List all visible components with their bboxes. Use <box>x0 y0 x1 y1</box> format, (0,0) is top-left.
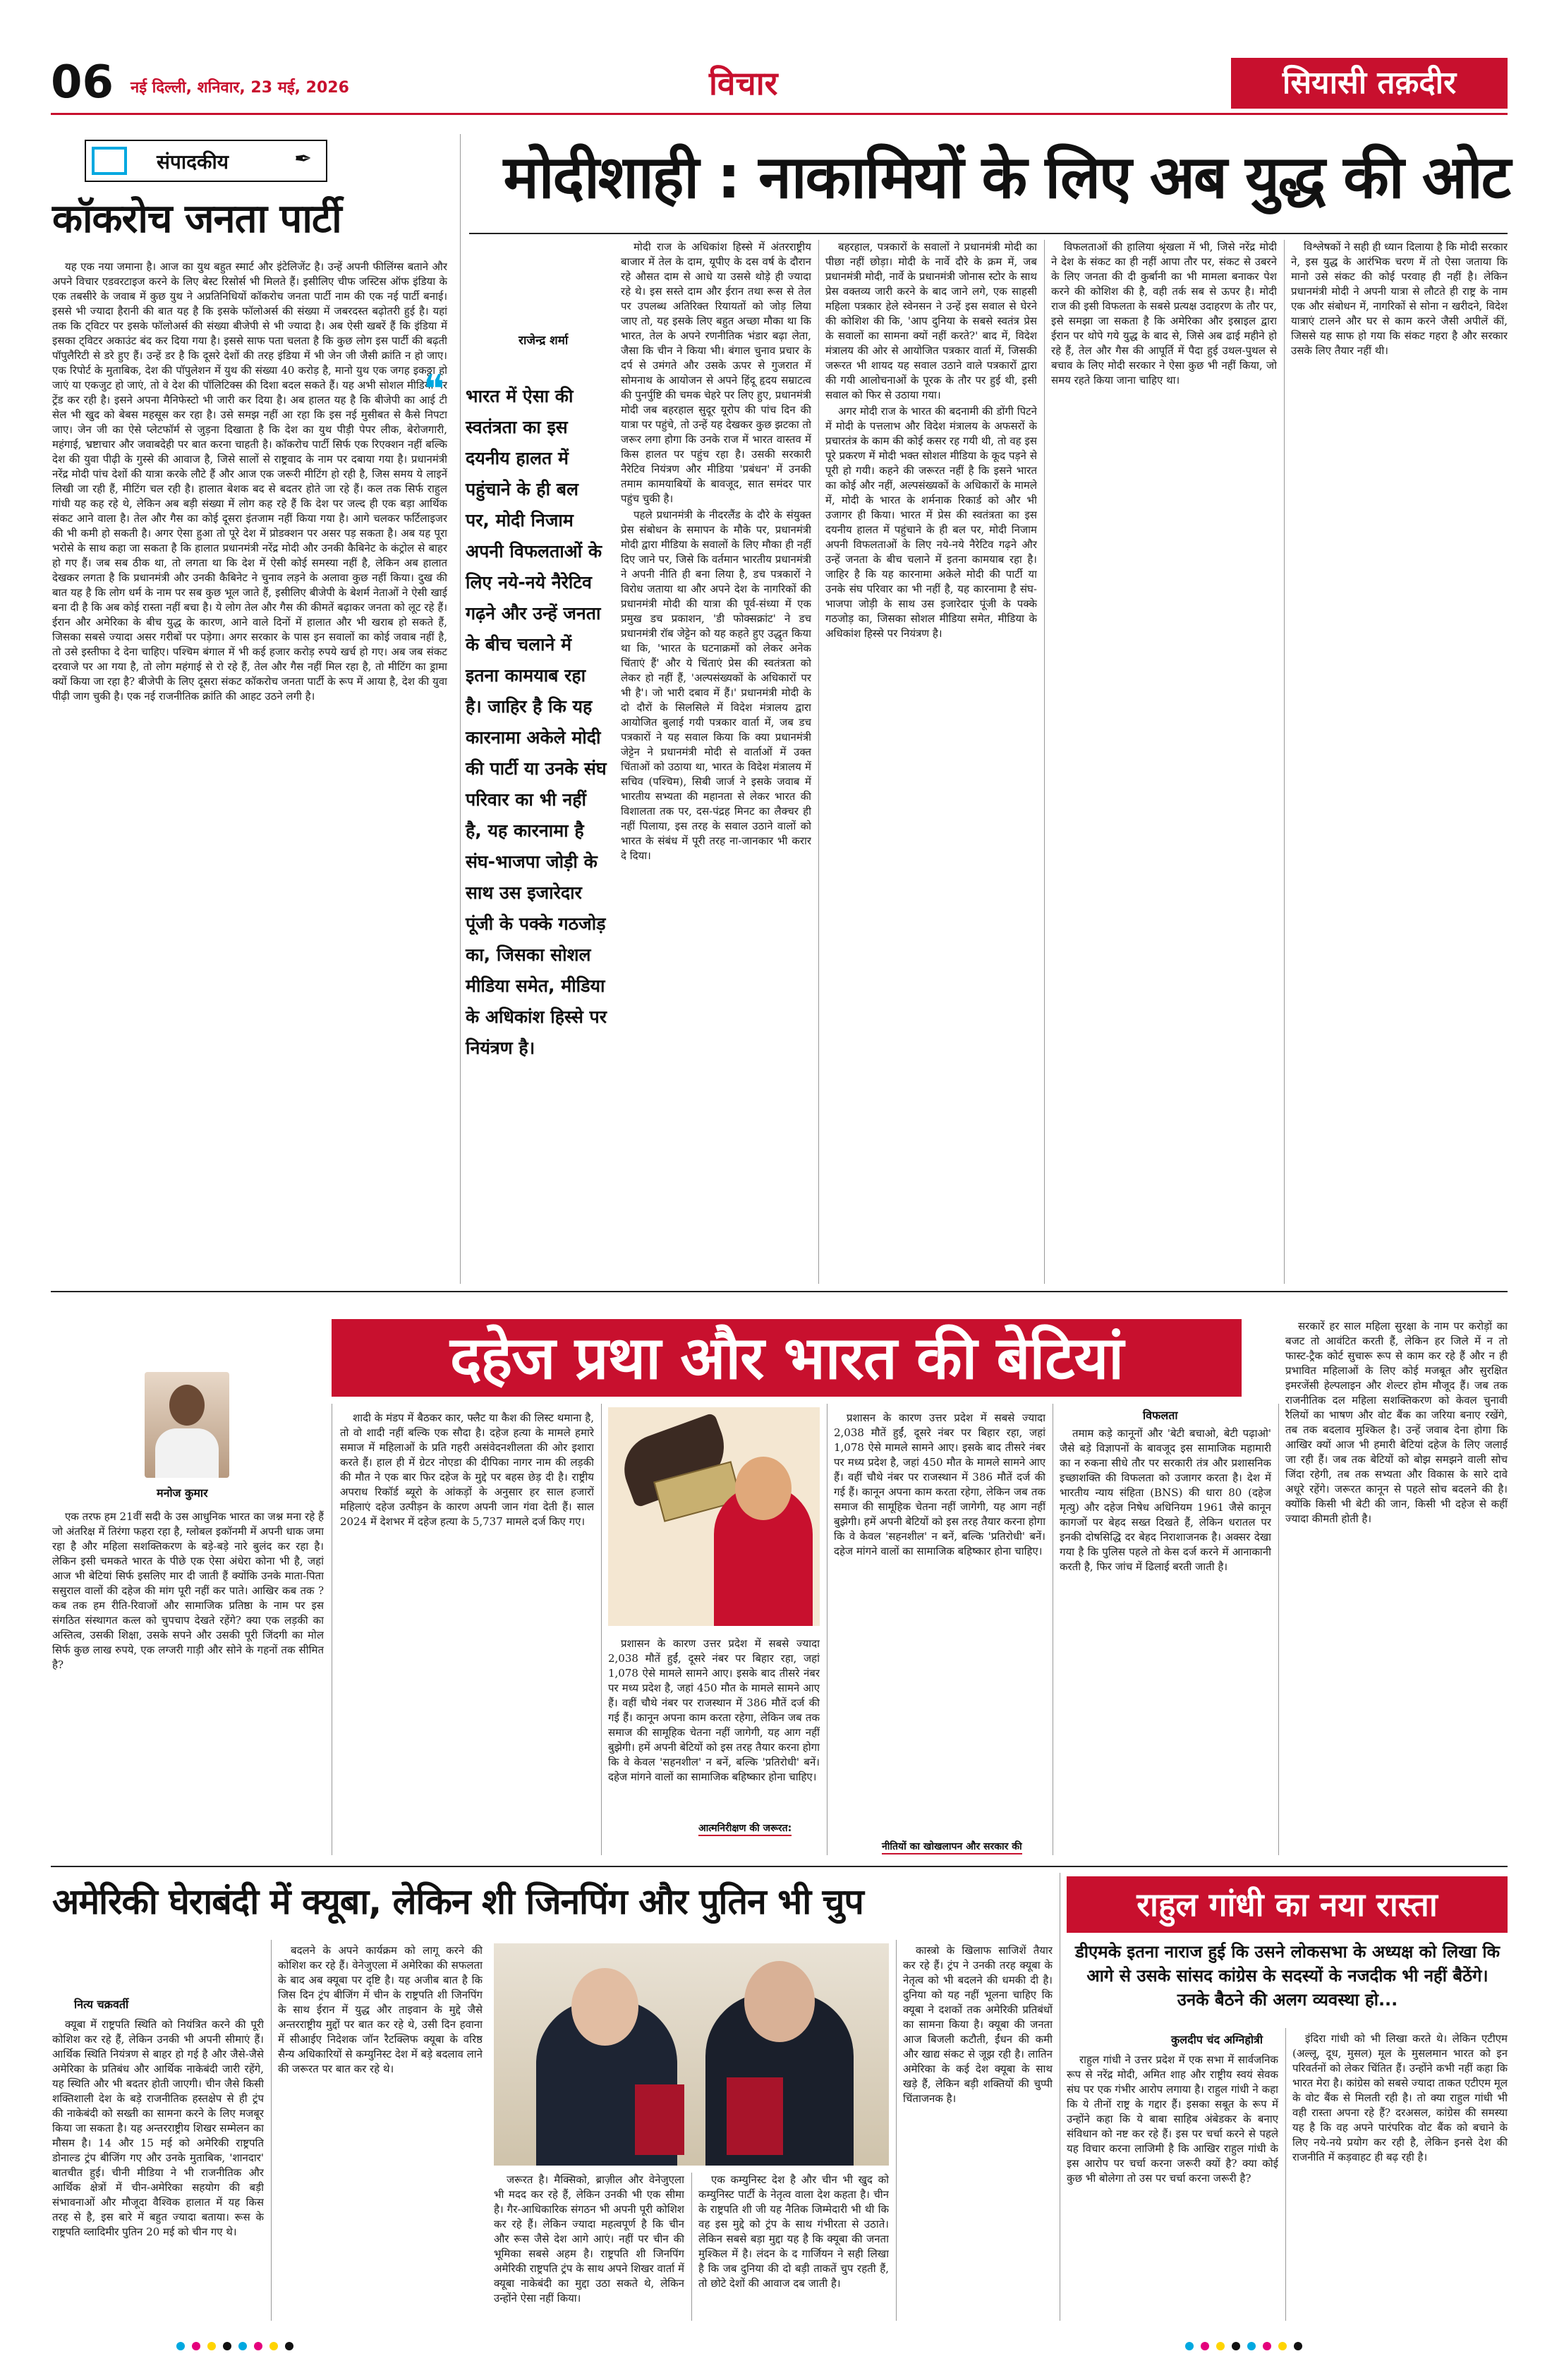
cuba-column-4 <box>698 2173 889 2321</box>
rahul-headline: राहुल गांधी का नया रास्ता <box>1067 1876 1508 1933</box>
column-divider <box>818 240 819 1284</box>
registration-dot <box>285 2342 293 2350</box>
dahej-paragraph: एक तरफ हम 21वीं सदी के उस आधुनिक भारत का जश्न मना रहे हैं जो अंतरिक्ष में तिरंगा फहरा रहा है, ग्लोबल इकॉनमी में अपनी धाक जमा रहा है और महिला सशक्तिकरण के बड़े-बड़े नारे बुलंद कर रहा है। लेकिन इसी चमकते भारत के पीछे एक ऐसा अंधेरा कोना भी है, जहां आज भी बेटियां सिर्फ इसलिए मार दी जाती हैं क्योंकि उनके माता-पिता ससुराल वालों की दहेज की मांग पूरी नहीं कर पाते। आखिर कब तक ? कब तक हम रीति-रिवाजों और सामाजिक प्रतिष्ठा के नाम पर इस संगठित संस्थागत कत्ल को चुपचाप देखते रहेंगे? क्या एक लड़की का अस्तित्व, उसकी शिक्षा, उसके सपने और उसकी पूरी जिंदगी का मोल सिर्फ कुछ लाख रुपये, एक लग्जरी गाड़ी और सोने के गहनों तक सीमित है? <box>52 1510 324 1671</box>
rahul-paragraph: राहुल गांधी ने उत्तर प्रदेश में एक सभा में सार्वजनिक रूप से नरेंद्र मोदी, अमित शाह और राष्ट्रीय स्वयं सेवक संघ पर एक गंभीर आरोप लगाया है। राहुल गांधी ने कहा कि ये तीनों राष्ट्र के गद्दार हैं। इसका सबूत के रूप में उन्होंने कहा कि ये बाबा साहिब अंबेडकर के बनाए संविधान को नष्ट कर रहे हैं। इस पर चर्चा करने से पहले यह विचार करना लाजिमी है कि आखिर राहुल गांधी के इस आरोप पर चर्चा करना जरूरी क्यों है? क्या कोई कुछ भी बोलेगा तो उस पर चर्चा करना जरूरी है? <box>1067 2053 1278 2185</box>
lead-column-2 <box>825 240 1037 1284</box>
editorial-body <box>52 260 447 1275</box>
editorial-box-icon <box>92 147 127 175</box>
dahej-column-1 <box>52 1510 324 1855</box>
dahej-column-6 <box>1285 1319 1508 1855</box>
column-divider <box>1285 2028 1286 2321</box>
cuba-headline: अमेरिकी घेराबंदी में क्यूबा, लेकिन शी जिनपिंग और पुतिन भी चुप <box>52 1881 863 1922</box>
author-photo-body <box>155 1428 219 1478</box>
dahej-illustration <box>608 1407 820 1626</box>
photo-left-face <box>571 1968 638 2046</box>
lead-paragraph: अगर मोदी राज के भारत की बदनामी की डोंगी पिटने में मोदी के पत्तलाभ और विदेश मंत्रालय के अफसरों के प्रचारतंत्र के काम की कोई कसर रह गयी थी, तो वह इस पूरे प्रकरण में मोदी भक्त सोशल मीडिया के कूद पड़ने से पूरी हो गयी। कहने की जरूरत नहीं है कि इसने भारत का कोई और नहीं, अल्पसंख्यकों के अधिकारों के मामले में, मोदी के भारत के शर्मनाक रिकार्ड को और भी उजागर ही किया। भारत में प्रेस की स्वतंत्रता का इस दयनीय हालत में पहुंचाने के ही बल पर, मोदी निजाम अपनी विफलताओं के लिए नये-नये नैरेटिव गढ़ने और उन्हें जनता के बीच चलाने में इतना कामयाब रहा है। जाहिर है कि यह कारनामा अकेले मोदी की पार्टी या उनके संघ परिवार का भी नहीं है, यह कारनामा है संघ-भाजपा जोड़ी के साथ उस इजारेदार पूंजी के पक्के गठजोड़ का, जिसका सोशल मीडिया समेत, मीडिया के अधिकांश हिस्से पर नियंत्रण है। <box>825 405 1037 640</box>
registration-dot <box>254 2342 262 2350</box>
dahej-column-5 <box>1060 1426 1271 1850</box>
column-divider <box>601 1404 602 1855</box>
registration-dot <box>1232 2342 1240 2350</box>
section-title: विचार <box>709 64 778 102</box>
dahej-column-3 <box>608 1637 820 1848</box>
lead-author: राजेन्द्र शर्मा <box>519 334 569 348</box>
editorial-paragraph: यह एक नया जमाना है। आज का युथ बहुत स्मार्ट और इंटेलिजेंट है। उन्हें अपनी फीलिंग्स बताने और अपने विचार एडवरटाइज करने के लिए बेस्ट रिसोर्स भी मिलते हैं। इसीलिए चीफ जस्टिस ऑफ इंडिया के एक तबसीरे के जवाब में कुछ युथ ने अप्रतिनिधियों कॉकरोच जनता पार्टी नाम की एक नई पार्टी बनाई। इससे भी ज्यादा हैरानी की बात यह है कि इसके फॉलोअर्स की संख्या में जबरदस्त बढ़ोतरी हुई है। यहां तक कि ट्विटर पर इसके फॉलोअर्स की संख्या बीजेपी से भी ज्यादा है। अब ऐसी खबरें हैं कि इंडिया में इसका ट्विटर अकाउंट बंद कर दिया गया है। इससे साफ पता चलता है कि कुछ लोग इस पार्टी की बढ़ती पॉपुलैरिटी से डरे हुए हैं। उन्हें डर है कि दूसरे देशों की तरह इंडिया में भी जेन जी जैसी क्रांति न हो जाए। एक रिपोर्ट के मुताबिक, देश की पॉपुलेशन में युथ की संख्या 40 करोड़ है, मानो युथ एक जगह इकठ्ठा हो जाएं या एकजुट हो जाएं, तो वे देश की पॉलिटिक्स की दिशा बदल सकते हैं। यह अभी सोशल मीडिया पर ट्रेंड कर रही है। इसने अपना मैनिफेस्टो भी जारी कर दिया है। अब हालत यह है कि बीजेपी का आई टी सेल भी खुद को बेबस महसूस कर रहा है। उसे समझ नहीं आ रहा कि इस नई मुसीबत से कैसे निपटा जाए। जेन जी का ऐसे प्लेटफॉर्म से जुड़ना दिखाता है कि देश का युथ पीड़ी पेपर लीक, बेरोजगारी, महंगाई, भ्रष्टाचार और जवाबदेही पर बात करना चाहती है। कॉकरोच पार्टी सिर्फ एक रिएक्शन नहीं बल्कि देश की युवा पीढ़ी के गुस्से की आवाज है, जिसे सालों से राष्ट्रवाद के नाम पर दबाया गया है। प्रधानमंत्री नरेंद्र मोदी पांच देशों की यात्रा करके लौटे हैं और आज एक जरूरी मीटिंग हो रही है, जिस समय ये लाइनें लिखी जा रही हैं, मीटिंग चल रही है। हालात बेशक बद से बदतर होते जा रहे हैं। कल तक सिर्फ राहुल गांधी यह कह रहे थे, लेकिन अब बड़ी संख्या में लोग कह रहे हैं कि देश पर जल्द ही एक बड़ा आर्थिक संकट आने वाला है। तेल और गैस का कोई दूसरा इंतजाम नहीं किया गया है। आगे चलकर फर्टिलाइजर की भी कमी हो सकती है। अगर ऐसा हुआ तो पूरे देश में प्रोडक्शन पर असर पड़ सकता है। अब यह पूरा भरोसे के साथ कहा जा सकता है कि हालात प्रधानमंत्री नरेंद्र मोदी और उनकी कैबिनेट के कंट्रोल से बाहर हो गए हैं। जब सब ठीक था, तो लगता था कि देश में ऐसी कोई समस्या नहीं है, लेकिन अब हालात देखकर लगता है कि प्रधानमंत्री और उनकी कैबिनेट ने चुनाव लड़ने के अलावा कुछ नहीं किया। दुख की बात यह है कि लोग धर्म के नाम पर सब कुछ भूल जाते हैं, इसीलिए बीजेपी के बेशर्म नेताओं ने ऐसी खाई बना दी है कि अब कोई रास्ता नहीं बचा है। ये लोग तेल और गैस की कीमतें बढ़ाकर जनता को लूट रहे हैं। ईरान और अमेरिका के बीच युद्ध के कारण, आने वाले दिनों में हालात और भी खराब हो सकते हैं, जिसका सबसे ज्यादा असर गरीबों पर पड़ेगा। अगर सरकार के पास इन सवालों का कोई जवाब नहीं है, तो उसे इस्तीफा दे देना चाहिए। पश्चिम बंगाल में भी कई हजार करोड़ रुपये खर्च हो गए। अब जब संकट दरवाजे पर आ गया है, तो लोग महंगाई से रो रहे हैं, तेल और गैस नहीं मिल रहा है, तो मीटिंग का ड्रामा क्यों किया जा रहा है? बीजेपी के लिए दूसरा संकट कॉकरोच जनता पार्टी के रूप में आया है, देश की युवा पीढ़ी जाग चुकी है। एक नई राजनीतिक क्रांति की आहट उठने लगी है। <box>52 260 447 703</box>
registration-dot <box>238 2342 247 2350</box>
header-rule <box>51 113 1508 115</box>
cuba-paragraph: कास्त्रो के खिलाफ साजिशें तैयार कर रहे हैं। ट्रंप ने उनकी तरह क्यूबा के नेतृत्व को भी बदलने की धमकी दी है। दुनिया को यह नहीं भूलना चाहिए कि क्यूबा ने दशकों तक अमेरिकी प्रतिबंधों का सामना किया है। क्यूबा की जनता आज बिजली कटौती, ईंधन की कमी और खाद्य संकट से जूझ रही है। लातिन अमेरिका के कई देश क्यूबा के साथ खड़े हैं, लेकिन बड़ी शक्तियों की चुप्पी चिंताजनक है। <box>903 1944 1053 2105</box>
dahej-paragraph: प्रशासन के कारण उत्तर प्रदेश में सबसे ज्यादा 2,038 मौतें हुईं, दूसरे नंबर पर बिहार रहा, जहां 1,078 ऐसे मामले सामने आए। इसके बाद तीसरे नंबर पर मध्य प्रदेश है, जहां 450 मौत के मामले सामने आए हैं। वहीं चौथे नंबर पर राजस्थान में 386 मौतें दर्ज की गई हैं। कानून अपना काम करता रहेगा, लेकिन जब तक समाज की सामूहिक चेतना नहीं जागेगी, यह आग नहीं बुझेगी। हमें अपनी बेटियों को इस तरह तैयार करना होगा कि वे केवल 'सहनशील' न बनें, बल्कि 'प्रतिरोधी' बनें। दहेज मांगने वालों का सामाजिक बहिष्कार होना चाहिए। <box>834 1411 1045 1558</box>
column-divider <box>1278 1404 1279 1855</box>
rahul-column-1 <box>1067 2053 1278 2321</box>
lead-paragraph: विश्लेषकों ने सही ही ध्यान दिलाया है कि मोदी सरकार ने, इस युद्ध के आरंभिक चरण में तो ऐसा जताया कि मानो उसे संकट की कोई परवाह ही नहीं है। लेकिन प्रधानमंत्री मोदी ने अपनी यात्रा से लौटते ही राष्ट्र के नाम एक और संबोधन में, नागरिकों से सोना न खरीदने, विदेश यात्राएं टालने और घर से काम करने जैसी अपीलें कीं, जिससे यह साफ हो गया कि संकट गहरा है और सरकार उसके लिए तैयार नहीं थी। <box>1291 241 1508 357</box>
cuba-column-2 <box>278 1943 483 2321</box>
rahul-subhead: डीएमके इतना नाराज हुई कि उसने लोकसभा के अध्यक्ष को लिखा कि आगे से उसके सांसद कांग्रेस के सदस्यों के नजदीक भी नहीं बैठेंगे। उनके बैठने की अलग व्यवस्था हो... <box>1074 1942 1501 2010</box>
dahej-headline: दहेज प्रथा और भारत की बेटियां <box>332 1319 1242 1397</box>
registration-dot <box>207 2342 216 2350</box>
section-banner: सियासी तक़दीर <box>1231 58 1508 109</box>
quote-icon: ❝ <box>423 367 445 413</box>
column-divider <box>460 134 461 1284</box>
lead-paragraph: विफलताओं की हालिया श्रृंखला में भी, जिसे नरेंद्र मोदी ने देश के संकट का ही नहीं आपा तौर पर, संकट से उबरने के लिए जनता की दी कुर्बानी का भी मामला बनाकर पेश करने की कोशिश की है, वही तर्क सब से ऊपर है। मोदी राज की इसी विफलता के सबसे प्रत्यक्ष उदाहरण के तौर पर, इसे समझा जा सकता है कि अमेरिका और इस्राइल द्वारा ईरान पर थोपे गये युद्ध के बाद से, जिसे अब ढाई महीने हो रहे हैं, तेल और गैस की आपूर्ति में पैदा हुई उथल-पुथल से बचाव के लिए मोदी सरकार ने ऐसा कुछ भी नहीं किया, जो समय रहते किया जाना चाहिए था। <box>1051 241 1277 387</box>
lead-paragraph: मोदी राज के अधिकांश हिस्से में अंतरराष्ट्रीय बाजार में तेल के दाम, यूपीए के दस वर्ष के दौरान रहे औसत दाम से आधे या उससे थोड़े ही ज्यादा रहे थे। इस सस्ते दाम और ईरान तथा रूस से तेल पर उपलब्ध अतिरिक्त रियायतों को जोड़ लिया जाए तो, यह इसके लिए बहुत अच्छा मौका था कि भारत, तेल के अपने रणनीतिक भंडार बढ़ा लेता, जैसा कि चीन ने किया भी। बंगाल चुनाव प्रचार के दर्प से उमंगते और उसके ऊपर से गुजरात में सोमनाथ के आयोजन से अपने हिंदू हृदय सम्राटत्व की पुनर्पुष्टि की चमक चेहरे पर लिए हुए, प्रधानमंत्री मोदी जब बहरहाल सुदूर यूरोप की पांच दिन की यात्रा पर पहुंचे, तो उन्हें यह देखकर कुछ झटका तो जरूर लगा होगा कि उनके राज में भारत वास्तव में किस हालत पर पहुंच रहा है। उसकी सरकारी नैरेटिव नियंत्रण और मीडिया 'प्रबंधन' में उनकी तमाम कामयाबियों के बावजूद, सात समंदर पार पहुंच चुकी है। <box>621 241 811 505</box>
registration-dot <box>223 2342 231 2350</box>
rahul-column-2 <box>1292 2032 1508 2321</box>
section-rule <box>51 1866 1508 1867</box>
cuba-column-3 <box>494 2173 684 2321</box>
author-photo <box>145 1372 229 1478</box>
editorial-badge-label: संपादकीय <box>157 150 229 174</box>
photo-folder-red-2 <box>635 2084 684 2155</box>
dahej-column-4 <box>834 1411 1045 1841</box>
photo-right-face <box>744 1961 815 2042</box>
editorial-badge <box>85 140 327 182</box>
author-photo-head <box>169 1385 205 1426</box>
image-caption-2: नीतियों का खोखलापन और सरकार की <box>882 1840 1022 1854</box>
dahej-paragraph: प्रशासन के कारण उत्तर प्रदेश में सबसे ज्यादा 2,038 मौतें हुईं, दूसरे नंबर पर बिहार रहा, जहां 1,078 ऐसे मामले सामने आए। इसके बाद तीसरे नंबर पर मध्य प्रदेश है, जहां 450 मौत के मामले सामने आए हैं। वहीं चौथे नंबर पर राजस्थान में 386 मौतें दर्ज की गई हैं। कानून अपना काम करता रहेगा, लेकिन जब तक समाज की सामूहिक चेतना नहीं जागेगी, यह आग नहीं बुझेगी। हमें अपनी बेटियों को इस तरह तैयार करना होगा कि वे केवल 'सहनशील' न बनें, बल्कि 'प्रतिरोधी' बनें। दहेज मांगने वालों का सामाजिक बहिष्कार होना चाहिए। <box>608 1637 820 1783</box>
lead-column-3 <box>1051 240 1277 1284</box>
cuba-column-5 <box>903 1943 1053 2321</box>
cuba-paragraph: क्यूबा में राष्ट्रपति स्थिति को नियंत्रित करने की पूरी कोशिश कर रहे हैं, लेकिन उनकी भी अपनी सीमाएं हैं। आर्थिक स्थिति नियंत्रण से बाहर हो गई है और जैसे-जैसे अमेरिका के प्रतिबंध और आर्थिक नाकेबंदी जारी रहेंगे, यह स्थिति और भी बदतर होती जाएगी। चीन जैसे किसी शक्तिशाली देश के बड़े राजनीतिक हस्तक्षेप से ही ट्रंप की नाकेबंदी को सख्ती का सामना करने के लिए मजबूर किया जा सकता है। यह अन्तरराष्ट्रीय शिखर सम्मेलन का मौसम है। 14 और 15 मई को अमेरिकी राष्ट्रपति डोनाल्ड ट्रंप बीजिंग गए और उनके मुताबिक, 'शानदार' बातचीत हुई। चीनी मीडिया ने भी राजनीतिक और आर्थिक क्षेत्रों में चीन-अमेरिका सहयोग की बड़ी संभावनाओं और मौजूदा वैश्विक हालात में यह किस तरह से है, इस बारे में बहुत ज्यादा बताया। रूस के राष्ट्रपति व्लादिमीर पुतिन 20 मई को चीन गए थे। <box>52 2018 264 2238</box>
registration-dot <box>1216 2342 1225 2350</box>
leaders-photo <box>494 1943 889 2166</box>
photo-folder-red <box>727 2077 783 2155</box>
dahej-paragraph: तमाम कड़े कानूनों और 'बेटी बचाओ, बेटी पढ़ाओ' जैसे बड़े विज्ञापनों के बावजूद इस सामाजिक महामारी का न रुकना सीधे तौर पर सरकारी तंत्र और प्रशासनिक इच्छाशक्ति की विफलता को उजागर करता है। देश में भारतीय न्याय संहिता (BNS) की धारा 80 (दहेज मृत्यु) और दहेज निषेध अधिनियम 1961 जैसे कानून कागजों पर बेहद सख्त दिखते हैं, लेकिन धरातल पर इनकी दोषसिद्धि दर बेहद निराशाजनक है। अक्सर देखा गया है कि पुलिस पहले तो केस दर्ज करने में आनाकानी करती है, फिर जांच में ढिलाई बरती जाती है। <box>1060 1427 1271 1573</box>
registration-marks-left <box>176 2342 293 2350</box>
cuba-column-1 <box>52 2017 264 2321</box>
lead-paragraph: पहले प्रधानमंत्री के नीदरलैंड के दौरे के संयुक्त प्रेस संबोधन के समापन के मौके पर, प्रधानमंत्री मोदी द्वारा मीडिया के सवालों के लिए मौका ही नहीं दिए जाने पर, जिसे कि वर्तमान भारतीय प्रधानमंत्री ने अपनी नीति ही बना लिया है, डच पत्रकारों ने विरोध जताया था और अपने देश के नागरिकों की प्रधानमंत्री मोदी की यात्रा की पूर्व-संध्या में एक प्रमुख डच प्रकाशन, 'डी फोक्सक्रांट' ने डच प्रधानमंत्री रॉब जेट्टेन को यह कहते हुए उद्धृत किया था कि, 'भारत के घटनाक्रमों को लेकर अनेक चिंताएं हैं' और ये चिंताएं प्रेस की स्वतंत्रता को लेकर हो नहीं हैं, 'अल्पसंख्यकों के अधिकारों पर भी है'। जो भारी दबाव में हैं।' प्रधानमंत्री मोदी के दो दौरों के सिलसिले में विदेश मंत्रालय द्वारा आयोजित बुलाई गयी पत्रकार वार्ता में, जब डच पत्रकारों ने यह सवाल किया कि क्या प्रधानमंत्री जेट्टेन ने प्रधानमंत्री मोदी से वार्ताओं में उक्त चिंताओं को उठाया था, भारत के विदेश मंत्रालय में सचिव (पश्चिम), सिबी जार्ज ने इसके जवाब में भारतीय सभ्यता की महानता से लेकर भारत की विशालता तक पर, दस-पंद्रह मिनट का लैक्चर ही नहीं पिलाया, इस तरह के सवाल उठाने वालों को भारत के संबंध में पूरी तरह ना-जानकार भी करार दे दिया। <box>621 509 811 862</box>
lead-pullquote: भारत में ऐसा की स्वतंत्रता का इस दयनीय हालत में पहुंचाने के ही बल पर, मोदी निजाम अपनी विफलताओं के लिए नये-नये नैरेटिव गढ़ने और उन्हें जनता के बीच चलाने में इतना कामयाब रहा है। जाहिर है कि यह कारनामा अकेले मोदी की पार्टी या उनके संघ परिवार का भी नहीं है, यह कारनामा है संघ-भाजपा जोड़ी के साथ उस इजारेदार पूंजी के पक्के गठजोड़ का, जिसका सोशल मीडिया समेत, मीडिया के अधिकांश हिस्से पर नियंत्रण है। <box>466 386 607 1058</box>
illustration-woman-face <box>735 1457 792 1520</box>
dateline: नई दिल्ली, शनिवार, 23 मई, 2026 <box>131 79 349 97</box>
section-rule <box>51 1291 1508 1292</box>
cuba-paragraph: बदलने के अपने कार्यक्रम को लागू करने की कोशिश कर रहे हैं। वेनेजुएला में अमेरिका की सफलता के बाद अब क्यूबा पर दृष्टि है। यह अजीब बात है कि जिस दिन ट्रंप बीजिंग में चीन के राष्ट्रपति शी जिनपिंग के साथ ईरान में युद्ध और ताइवान के मुद्दे जैसे अन्तरराष्ट्रीय मुद्दों पर बात कर रहे थे, उसी दिन हवाना में सीआईए निदेशक जॉन रैटक्लिफ क्यूबा के वरिष्ठ सैन्य अधिकारियों से कम्युनिस्ट देश में बड़े बदलाव लाने की जरूरत पर बात कर रहे थे। <box>278 1944 483 2075</box>
lead-column-1 <box>621 240 811 1284</box>
registration-dot <box>1247 2342 1256 2350</box>
registration-dot <box>1201 2342 1209 2350</box>
registration-dot <box>1278 2342 1287 2350</box>
registration-dot <box>1263 2342 1271 2350</box>
cuba-paragraph: एक कम्युनिस्ट देश है और चीन भी खुद को कम्युनिस्ट पार्टी के नेतृत्व वाला देश कहता है। चीन के राष्ट्रपति शी जी यह नैतिक जिम्मेदारी भी थी कि वह इस मुद्दे को ट्रंप के साथ गंभीरता से उठाते। लेकिन सबसे बड़ा मुद्दा यह है कि क्यूबा की जनता मुश्किल में है। लंदन के द गार्जियन ने सही लिखा है कि जब दुनिया की दो बड़ी ताकतें चुप रहती हैं, तो छोटे देशों की आवाज दब जाती है। <box>698 2173 889 2290</box>
dahej-subhead: विफलता <box>1143 1409 1178 1422</box>
rahul-paragraph: इंदिरा गांधी को भी लिखा करते थे। लेकिन एटीएम (अल्लू, दूध, मुसल) मूल के मुसलमान भारत को इन परिवर्तनों को लेकर चिंतित हैं। उन्होंने कभी नहीं कहा कि भारत मेरा है। कांग्रेस को सबसे ज्यादा ताकत एटीएम मूल के वोट बैंक से मिलती रही है। तो क्या राहुल गांधी भी वही रास्ता अपना रहे हैं? दरअसल, कांग्रेस की समस्या यह है कि वह अपने पारंपरिक वोट बैंक को बचाने के लिए नये-नये प्रयोग कर रही है, लेकिन इनसे देश की राजनीति में कड़वाहट ही बढ़ रही है। <box>1292 2032 1508 2163</box>
page-number: 06 <box>51 56 114 109</box>
registration-dot <box>176 2342 185 2350</box>
registration-dot <box>1294 2342 1302 2350</box>
column-divider <box>1284 240 1285 1284</box>
dahej-paragraph: सरकारें हर साल महिला सुरक्षा के नाम पर करोड़ों का बजट तो आवंटित करती हैं, लेकिन हर जिले में न तो फास्ट-ट्रैक कोर्ट सुचारू रूप से काम कर रहे हैं और न ही प्रभावित महिलाओं के लिए कोई मजबूत और सुरक्षित इमरजेंसी हेल्पलाइन और शेल्टर होम मौजूद हैं। जब तक राजनीतिक दल महिला सशक्तिकरण को केवल चुनावी रैलियों का भाषण और वोट बैंक का जरिया बनाए रखेंगे, तब तक बदलाव मुश्किल है। उन्हें जवाब देना होगा कि आखिर क्यों आज भी हमारी बेटियां दहेज के लिए जलाई जा रही हैं। जब तक बेटियों को बोझ समझने वाली सोच जिंदा रहेगी, तब तक सभ्यता और विकास के सारे दावे अधूरे रहेंगे। जरूरत कानून से पहले सोच बदलने की है। क्योंकि किसी भी बेटी की जान, किसी भी दहेज से कहीं ज्यादा कीमती होती है। <box>1285 1320 1508 1525</box>
registration-dot <box>192 2342 200 2350</box>
registration-dot <box>1185 2342 1194 2350</box>
image-caption: आत्मनिरीक्षण की जरूरत: <box>698 1821 792 1836</box>
editorial-headline: कॉकरोच जनता पार्टी <box>52 196 341 242</box>
cuba-author: नित्य चक्रवर्ती <box>74 1998 129 2011</box>
lead-rule <box>469 233 1508 234</box>
column-divider <box>691 2173 692 2321</box>
cuba-paragraph: जरूरत है। मैक्सिको, ब्राज़ील और वेनेजुएला भी मदद कर रहे हैं, लेकिन उनकी भी एक सीमा है। गैर-आधिकारिक संगठन भी अपनी पूरी कोशिश कर रहे हैं। लेकिन ज्यादा महत्वपूर्ण है कि चीन और रूस जैसे देश आगे आएं। नहीं पर चीन की भूमिका सबसे अहम है। राष्ट्रपति शी जिनपिंग अमेरिकी राष्ट्रपति ट्रंप के साथ अपने शिखर वार्ता में क्यूबा नाकेबंदी का मुद्दा उठा सकते थे, लेकिन उन्होंने ऐसा नहीं किया। <box>494 2173 684 2305</box>
dahej-paragraph: शादी के मंडप में बैठकर कार, फ्लैट या कैश की लिस्ट थमाना है, तो वो शादी नहीं बल्कि एक सौदा है। दहेज हत्या के मामले हमारे समाज में महिलाओं के प्रति गहरी असंवेदनशीलता की ओर इशारा करते हैं। हाल ही में ग्रेटर नोएडा की दीपिका नागर नाम की लड़की की मौत ने एक बार फिर दहेज के मुद्दे पर बहस छेड़ दी है। राष्ट्रीय अपराध रिकॉर्ड ब्यूरो के आंकड़ों के अनुसार हर साल हजारों महिलाएं दहेज उत्पीड़न के कारण अपनी जान गंवा देती हैं। साल 2024 में देशभर में दहेज हत्या के 5,737 मामले दर्ज किए गए। <box>340 1411 594 1528</box>
registration-marks-right <box>1185 2342 1302 2350</box>
dahej-column-2 <box>340 1411 594 1855</box>
registration-dot <box>269 2342 278 2350</box>
page-header <box>0 0 1552 109</box>
dahej-author: मनोज कुमार <box>157 1486 208 1500</box>
lead-column-4 <box>1291 240 1508 1284</box>
rahul-author: कुलदीप चंद अग्निहोत्री <box>1171 2033 1263 2046</box>
pen-icon: ✒ <box>294 147 313 171</box>
column-divider <box>1044 240 1045 1284</box>
column-divider <box>271 1940 272 2321</box>
lead-paragraph: बहरहाल, पत्रकारों के सवालों ने प्रधानमंत्री मोदी का पीछा नहीं छोड़ा। मोदी के नार्वे दौरे के क्रम में, जब प्रधानमंत्री मोदी, नार्वे के प्रधानमंत्री जोनास स्टोर के साथ प्रेस वक्तव्य जारी करने के बाद जाने लगे, एक साहसी महिला पत्रकार हेले स्वेनसन ने उन्हें इस सवाल से घेरने की कोशिश की कि, 'आप दुनिया के सबसे स्वतंत्र प्रेस के सवालों का सामना क्यों नहीं करते?' बाद में, विदेश मंत्रालय की ओर से आयोजित पत्रकार वार्ता में, जिसकी जरूरत भी शायद यह सवाल उठाने वाले पत्रकारों द्वारा की गयी आलोचनाओं के पूरक के तौर पर हुई थी, इसी सवाल को फिर से उठाया गया। <box>825 241 1037 401</box>
column-divider <box>896 1940 897 2321</box>
lead-headline: मोदीशाही : नाकामियों के लिए अब युद्ध की ओट <box>503 142 1510 212</box>
